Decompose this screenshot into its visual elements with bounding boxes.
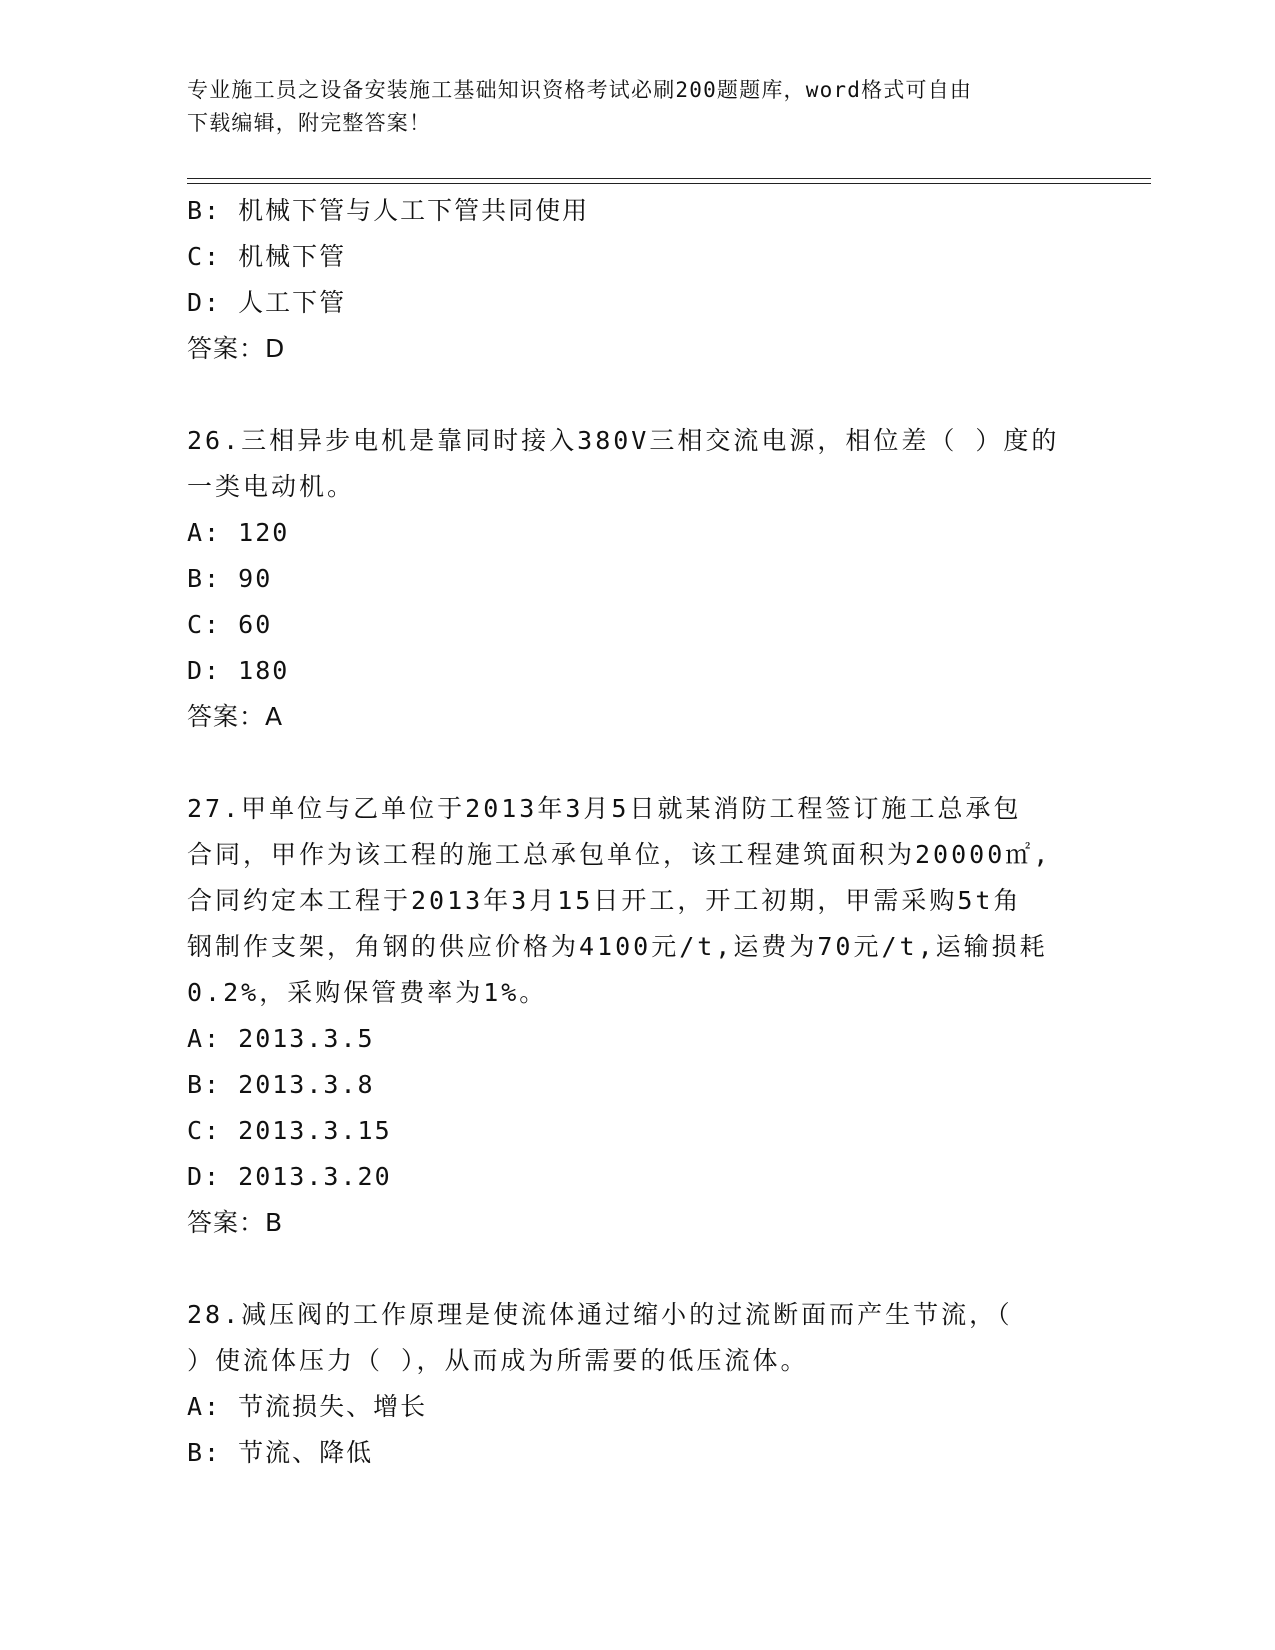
option-a: A: 节流损失、增长: [187, 1392, 428, 1421]
question-text-line: 钢制作支架，角钢的供应价格为4100元/t,运费为70元/t,运输损耗: [187, 932, 1048, 961]
option-b: B: 90: [187, 564, 273, 593]
option-c: C: 机械下管: [187, 242, 347, 271]
option-c: C: 60: [187, 610, 273, 639]
question-spacer: [187, 740, 1087, 786]
question-26: [187, 418, 1087, 740]
option-d: D: 人工下管: [187, 288, 347, 317]
question-text-line: ）使流体压力（ ），从而成为所需要的低压流体。: [187, 1346, 809, 1375]
question-spacer: [187, 1246, 1087, 1292]
option-d: D: 180: [187, 656, 290, 685]
question-text-line: 合同，甲作为该工程的施工总承包单位，该工程建筑面积为20000㎡,: [187, 840, 1052, 869]
answer: 答案：D: [187, 334, 286, 363]
header-divider-top: [187, 178, 1151, 179]
question-text-line: 27.甲单位与乙单位于2013年3月5日就某消防工程签订施工总承包: [187, 794, 1022, 823]
question-list: [187, 188, 1087, 1476]
option-a: A: 120: [187, 518, 290, 547]
option-b: B: 2013.3.8: [187, 1070, 375, 1099]
option-a: A: 2013.3.5: [187, 1024, 375, 1053]
option-d: D: 2013.3.20: [187, 1162, 392, 1191]
question-text-line: 28.减压阀的工作原理是使流体通过缩小的过流断面而产生节流，（: [187, 1300, 1013, 1329]
question-25: [187, 188, 1087, 372]
question-text-line: 0.2%，采购保管费率为1%。: [187, 978, 548, 1007]
answer: 答案：B: [187, 1208, 284, 1237]
header-title-line-2: 下载编辑，附完整答案！: [187, 111, 432, 135]
question-27: [187, 786, 1087, 1246]
option-c: C: 2013.3.15: [187, 1116, 392, 1145]
answer: 答案：A: [187, 702, 284, 731]
document-header: [187, 74, 1067, 140]
question-spacer: [187, 372, 1087, 418]
question-text-line: 26.三相异步电机是靠同时接入380V三相交流电源，相位差（ ）度的: [187, 426, 1060, 455]
header-title-line-1: 专业施工员之设备安装施工基础知识资格考试必刷200题题库，word格式可自由: [187, 78, 973, 102]
question-text-line: 一类电动机。: [187, 472, 356, 501]
option-b: B: 节流、降低: [187, 1438, 374, 1467]
option-b: B: 机械下管与人工下管共同使用: [187, 196, 590, 225]
question-28: [187, 1292, 1087, 1476]
question-text-line: 合同约定本工程于2013年3月15日开工，开工初期，甲需采购5t角: [187, 886, 1022, 915]
header-divider-bottom: [187, 183, 1151, 184]
